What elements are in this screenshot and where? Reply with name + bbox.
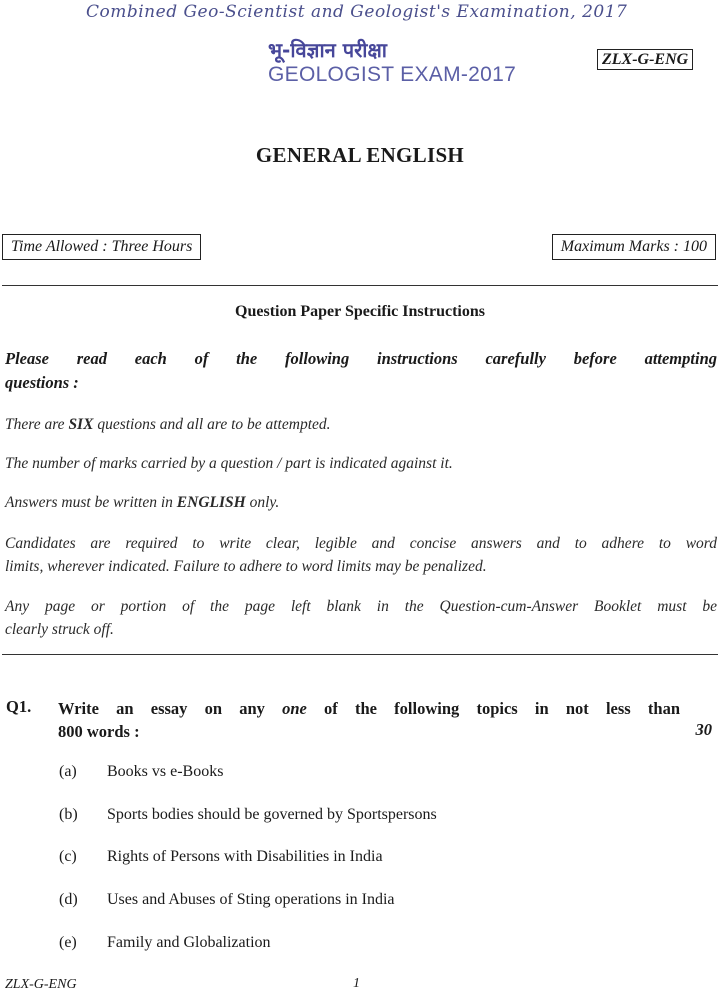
topic-letter: (a) bbox=[59, 763, 77, 780]
question-line2: 800 words : bbox=[58, 722, 140, 741]
topic-letter: (e) bbox=[59, 934, 77, 951]
exam-stamp: GEOLOGIST EXAM-2017 bbox=[268, 63, 517, 86]
divider bbox=[2, 654, 718, 655]
time-allowed-box: Time Allowed : Three Hours bbox=[2, 234, 201, 260]
footer-paper-code: ZLX-G-ENG bbox=[5, 977, 77, 992]
question-number: Q1. bbox=[6, 697, 32, 716]
instruction-text: There are bbox=[5, 416, 69, 433]
topic-text: Books vs e-Books bbox=[107, 763, 224, 780]
instruction-text: The number of marks carried by a question / part is indicated against it. bbox=[5, 455, 453, 472]
question-text bbox=[58, 697, 680, 743]
instruction-text: Answers must be written in bbox=[5, 494, 177, 511]
topic-letter: (d) bbox=[59, 891, 78, 908]
hindi-stamp: भू-विज्ञान परीक्षा bbox=[268, 38, 387, 62]
instruction-item bbox=[5, 491, 717, 514]
handwritten-note: Combined Geo-Scientist and Geologist's Examination, 2017 bbox=[86, 2, 628, 22]
maximum-marks-box: Maximum Marks : 100 bbox=[552, 234, 716, 260]
instructions-intro-line2: questions : bbox=[5, 373, 79, 392]
instruction-item bbox=[5, 452, 717, 475]
divider bbox=[2, 285, 718, 286]
instruction-text: Any page or portion of the page left blank in the Question-cum-Answer Booklet must be bbox=[5, 598, 717, 615]
instruction-item bbox=[5, 595, 717, 641]
topic-letter: (b) bbox=[59, 806, 78, 823]
question-line1 bbox=[58, 697, 680, 720]
question-text-part: of the following topics in not less than bbox=[306, 699, 681, 718]
paper-code-box: ZLX-G-ENG bbox=[597, 49, 693, 70]
instruction-item bbox=[5, 413, 717, 436]
instruction-emphasis: SIX bbox=[68, 416, 94, 433]
instruction-text: clearly struck off. bbox=[5, 621, 114, 638]
question-text-part: Write an essay on any bbox=[58, 699, 283, 718]
instruction-text: only. bbox=[245, 494, 280, 511]
topic-letter: (c) bbox=[59, 848, 77, 865]
question-marks: 30 bbox=[695, 720, 712, 739]
topic-text: Rights of Persons with Disabilities in India bbox=[107, 848, 383, 865]
instructions-heading: Question Paper Specific Instructions bbox=[235, 303, 485, 320]
instructions-intro bbox=[5, 347, 717, 395]
instruction-text: limits, wherever indicated. Failure to adhere to word limits may be penalized. bbox=[5, 558, 487, 575]
footer-page-number: 1 bbox=[353, 976, 360, 991]
topic-text: Uses and Abuses of Sting operations in India bbox=[107, 891, 395, 908]
question-emphasis: one bbox=[282, 699, 307, 718]
topic-text: Sports bodies should be governed by Sportspersons bbox=[107, 806, 437, 823]
topic-text: Family and Globalization bbox=[107, 934, 271, 951]
instruction-text: Candidates are required to write clear, legible and concise answers and to adhere to word bbox=[5, 535, 717, 552]
instruction-item bbox=[5, 532, 717, 578]
paper-title: GENERAL ENGLISH bbox=[255, 143, 465, 167]
instruction-emphasis: ENGLISH bbox=[176, 494, 246, 511]
instructions-intro-line1: Please read each of the following instructions carefully before attempting bbox=[5, 349, 717, 368]
instruction-text: questions and all are to be attempted. bbox=[93, 416, 331, 433]
